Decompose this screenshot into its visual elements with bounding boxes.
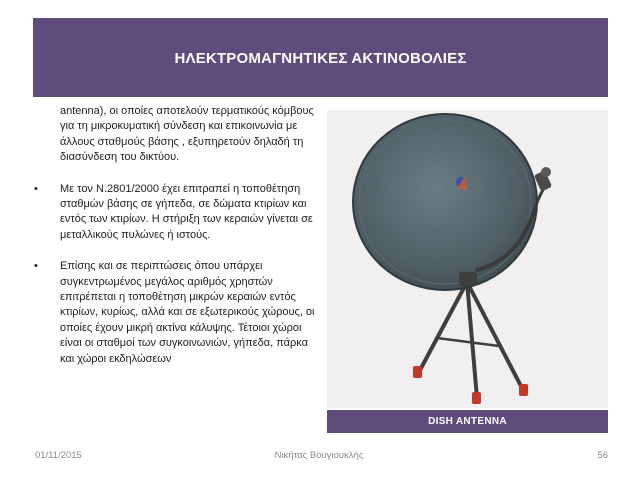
slide-body bbox=[30, 104, 320, 367]
bullet-item-1 bbox=[30, 182, 320, 244]
bullet-marker: • bbox=[34, 182, 38, 195]
bullet-text: Επίσης και σε περιπτώσεις όπου υπάρχει συγκεντρωμένος μεγάλος αριθμός χρηστών επιτρέπεται η τοποθέτηση μικρών κεραιών εντός κτιρίων, κυρίως, αλλά και σε εξωτερικούς χώρους, οι οποίες έχουν μικρή ακτίνα κάλυψης. Τέτοιοι χώροι είναι οι σταθμοί των συγκοινωνιών, γήπεδα, πάρκα και χώροι εκδηλώσεων bbox=[60, 260, 315, 365]
bullet-marker: • bbox=[34, 260, 38, 273]
dish-reflector bbox=[353, 114, 537, 290]
footer-author: Νικήτας Βουγιουκλής bbox=[274, 450, 364, 461]
slide-title-bar bbox=[33, 18, 608, 97]
dish-antenna-figure bbox=[327, 110, 608, 408]
footer-page-number: 56 bbox=[597, 450, 608, 461]
intro-paragraph: antenna), οι οποίες αποτελούν τερματικούς κόμβους για τη μικροκυματική σύνδεση και επικοινωνία με άλλους σταθμούς βάσης , εξυπηρετούν δηλαδή τη διασύνδεση του δικτύου. bbox=[60, 105, 314, 164]
slide-title: ΗΛΕΚΤΡΟΜΑΓΝΗΤΙΚΕΣ ΑΚΤΙΝΟΒΟΛΙΕΣ bbox=[174, 50, 467, 67]
figure-caption: DISH ANTENNA bbox=[428, 416, 507, 427]
bullet-text: Με τον Ν.2801/2000 έχει επιτραπεί η τοποθέτηση σταθμών βάσης σε γήπεδα, σε δώματα κτιρίων και εντός των κτιρίων. Η στήριξη των κεραιών γίνεται σε μεταλλικούς πυλώνες ή ιστούς. bbox=[60, 182, 313, 241]
satellite-dish-image bbox=[327, 110, 608, 408]
dish-tripod bbox=[419, 282, 523, 398]
bullet-item-2 bbox=[30, 259, 320, 367]
footer-date: 01/11/2015 bbox=[35, 450, 82, 461]
figure-caption-bar bbox=[327, 410, 608, 433]
